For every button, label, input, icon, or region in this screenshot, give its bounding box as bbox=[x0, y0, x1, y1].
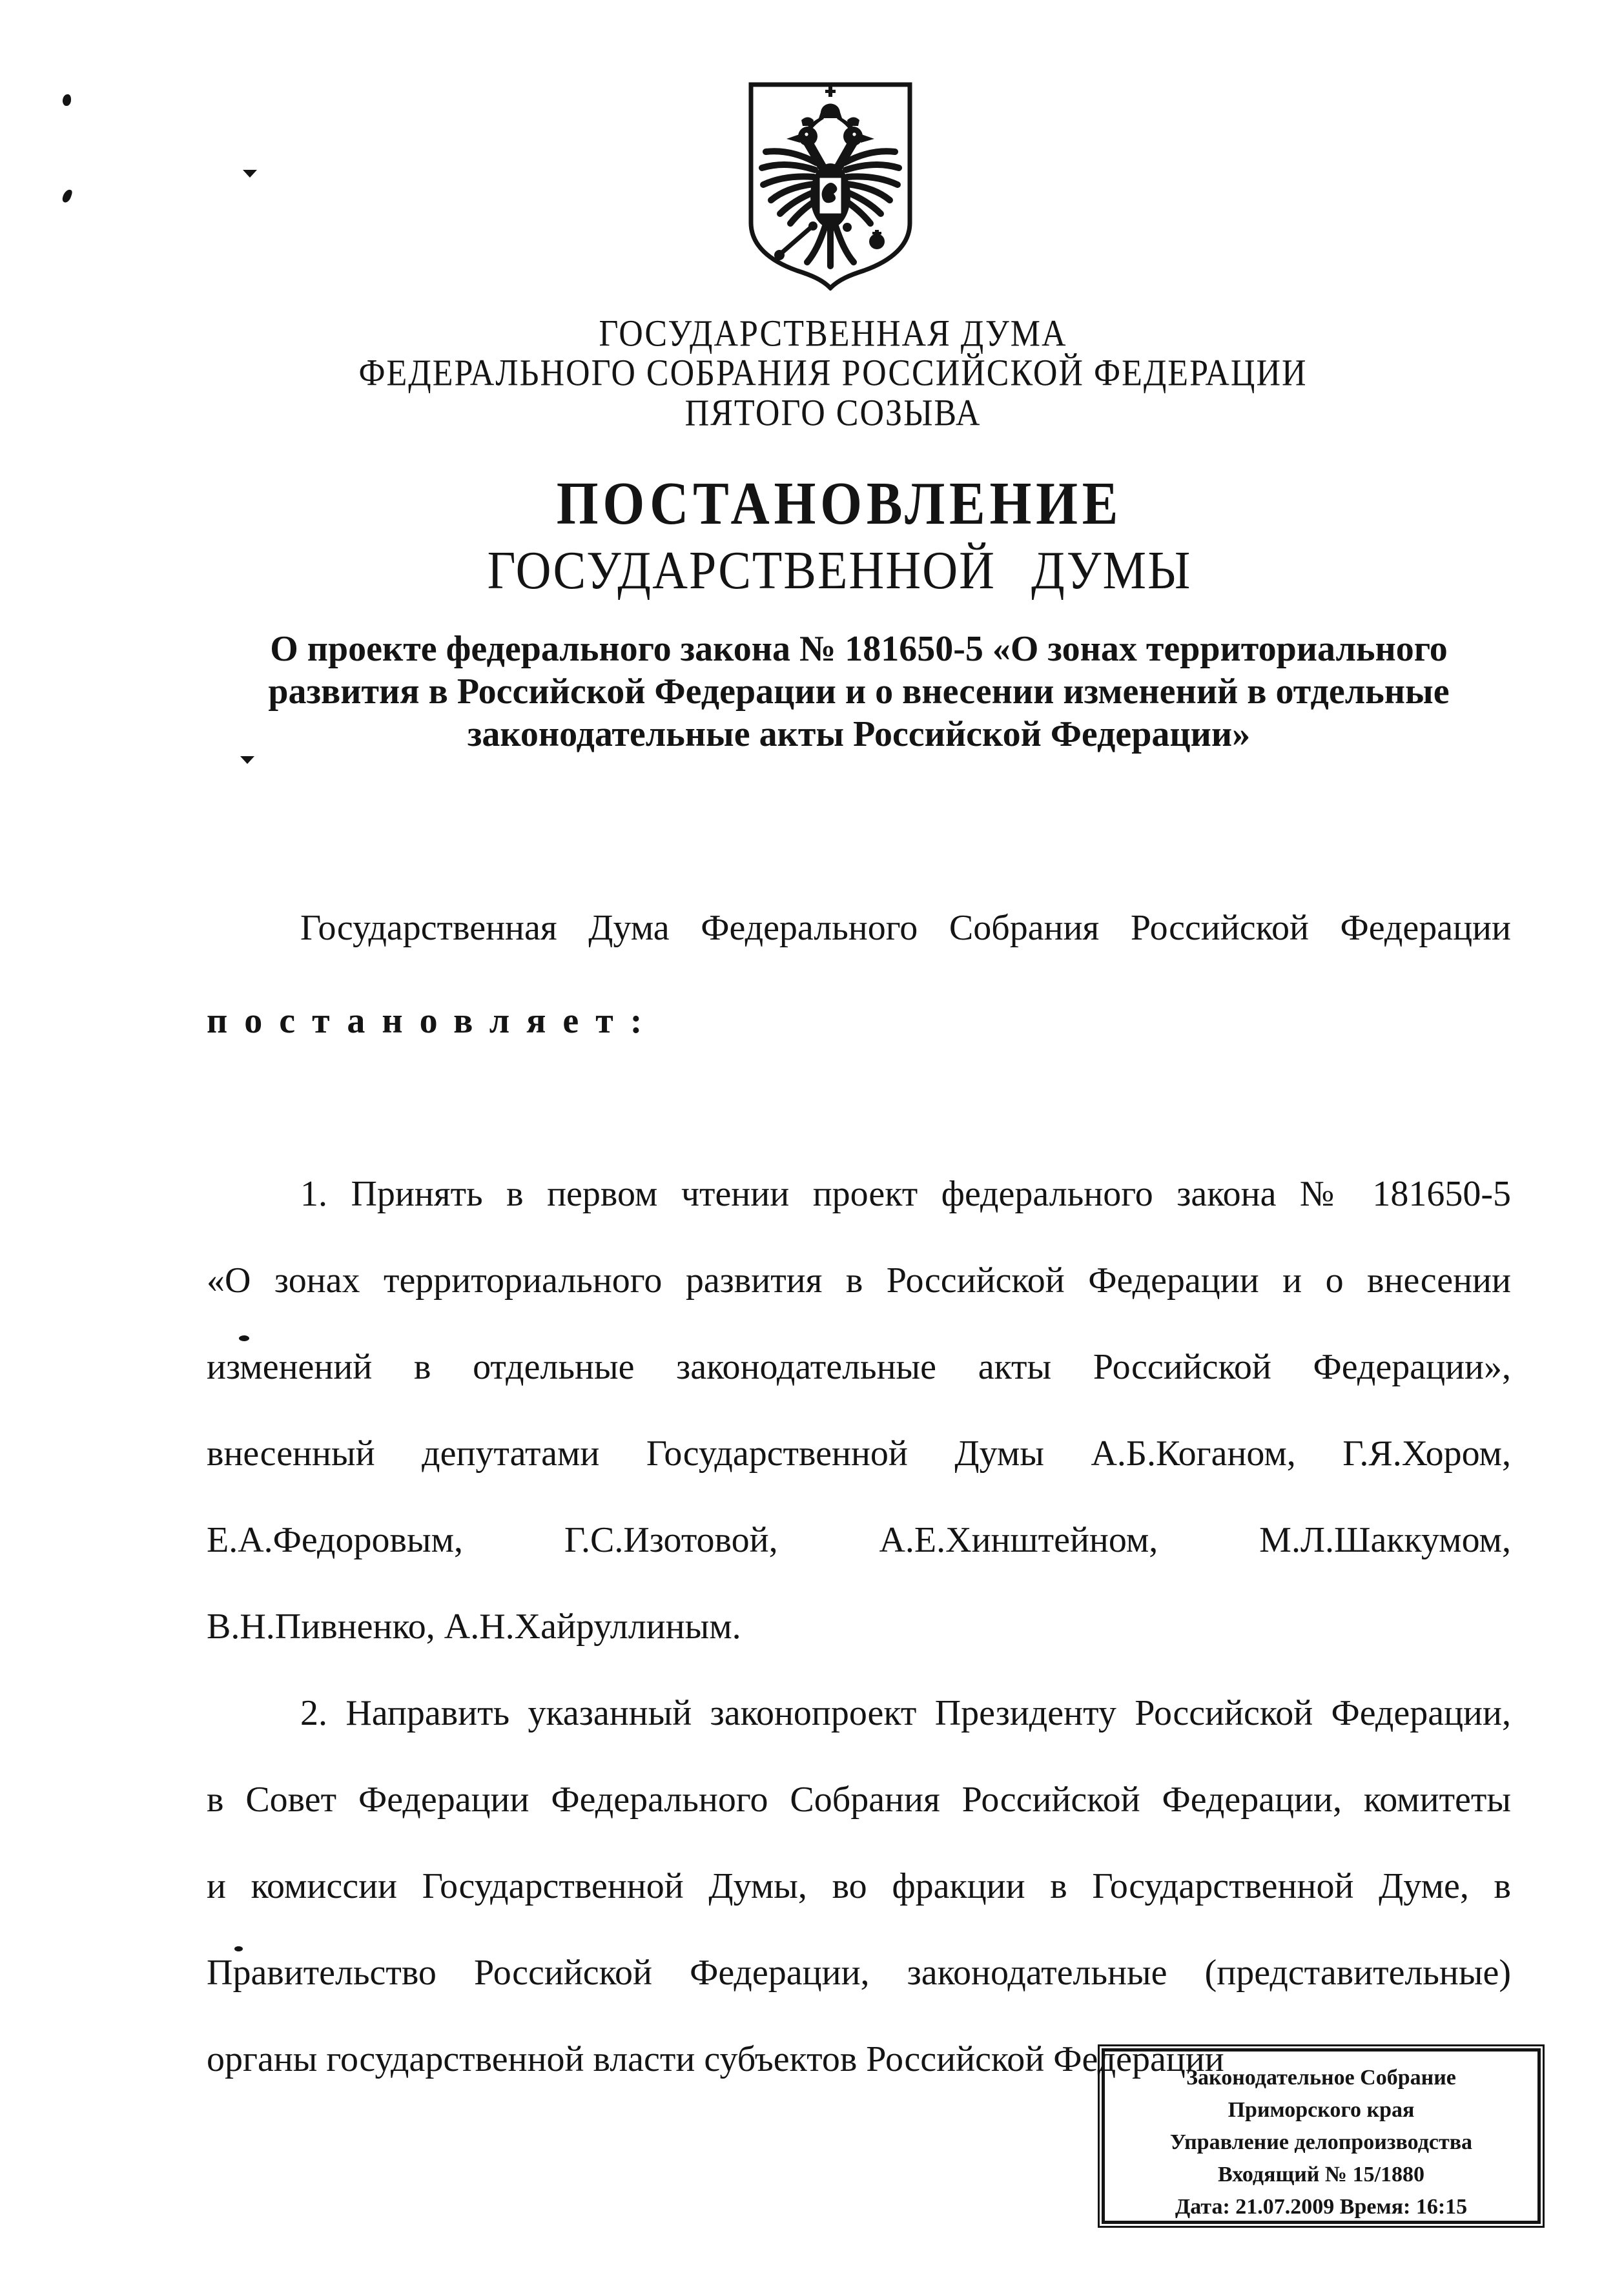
body-line: в Совет Федерации Федерального Собрания Российской Федерации, комитеты bbox=[207, 1780, 1511, 1820]
stamp-date-time: Дата: 21.07.2009 Время: 16:15 bbox=[1175, 2195, 1468, 2219]
body-line: внесенный депутатами Государственной Думы А.Б.Коганом, Г.Я.Хором, bbox=[207, 1434, 1511, 1474]
scan-speck bbox=[240, 756, 254, 764]
title-line: О проекте федерального закона № 181650-5 «О зонах территориального bbox=[270, 629, 1448, 669]
title-line: законодательные акты Российской Федерации» bbox=[467, 714, 1251, 754]
body-line: Правительство Российской Федерации, законодательные (представительные) bbox=[207, 1953, 1511, 1993]
document-type-title: ПОСТАНОВЛЕНИЕ bbox=[556, 469, 1123, 537]
preamble-text: Государственная Дума Федерального Собрания Российской Федерации bbox=[300, 908, 1511, 948]
stamp-incoming-number: Входящий № 15/1880 bbox=[1217, 2163, 1425, 2186]
resolution-subject-title bbox=[207, 628, 1511, 756]
letterhead-convocation: ПЯТОГО СОЗЫВА bbox=[684, 393, 982, 434]
document-type-subtitle: ГОСУДАРСТВЕННОЙ ДУМЫ bbox=[487, 540, 1192, 601]
scan-speck bbox=[61, 189, 73, 204]
stamp-region-line: Приморского края bbox=[1228, 2098, 1415, 2122]
title-line: развития в Российской Федерации и о внесении изменений в отдельные bbox=[268, 672, 1450, 712]
resolution-body bbox=[207, 1151, 1511, 2103]
body-line: органы государственной власти субъектов Российской Федерации bbox=[207, 2039, 1224, 2079]
scan-speck bbox=[234, 1946, 243, 1951]
body-line: Е.А.Федоровым, Г.С.Изотовой, А.Е.Хинштейном, М.Л.Шаккумом, bbox=[207, 1520, 1511, 1560]
letterhead-org-parent: ФЕДЕРАЛЬНОГО СОБРАНИЯ РОССИЙСКОЙ ФЕДЕРАЦИИ bbox=[358, 353, 1308, 394]
scan-speck bbox=[239, 1335, 249, 1341]
russian-coat-of-arms-icon bbox=[744, 77, 917, 291]
stamp-dept-line: Управление делопроизводства bbox=[1169, 2130, 1473, 2154]
body-line: «О зонах территориального развития в Российской Федерации и о внесении bbox=[207, 1260, 1511, 1301]
body-line: изменений в отдельные законодательные акты Российской Федерации», bbox=[207, 1347, 1511, 1387]
preamble-resolves-word: постановляет: bbox=[207, 1001, 659, 1041]
stamp-org-line: Законодательное Собрание bbox=[1186, 2066, 1456, 2090]
body-line: и комиссии Государственной Думы, во фракции в Государственной Думе, в bbox=[207, 1866, 1511, 1906]
scan-speck bbox=[243, 170, 257, 178]
body-line: 1. Принять в первом чтении проект федерального закона № 181650-5 bbox=[300, 1174, 1511, 1214]
body-line: 2. Направить указанный законопроект Президенту Российской Федерации, bbox=[300, 1693, 1511, 1733]
letterhead-org-name: ГОСУДАРСТВЕННАЯ ДУМА bbox=[599, 313, 1067, 355]
body-line: В.Н.Пивненко, А.Н.Хайруллиным. bbox=[207, 1607, 741, 1647]
scan-speck bbox=[63, 94, 71, 106]
